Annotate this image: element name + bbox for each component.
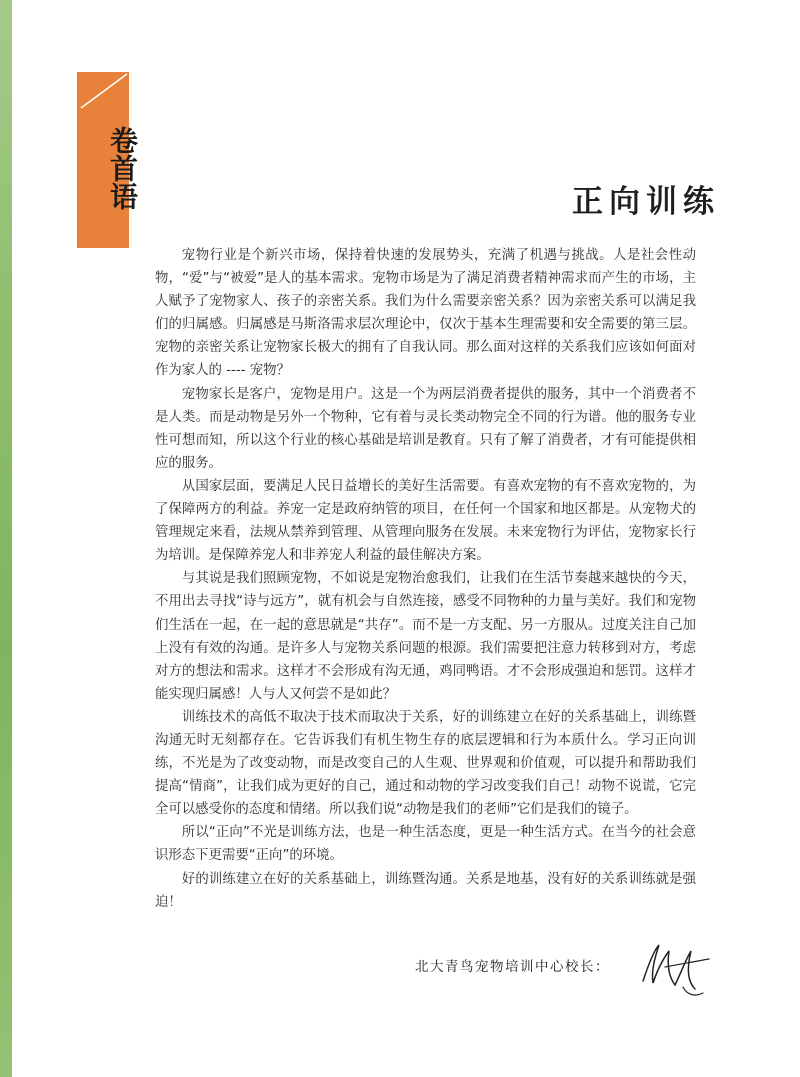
decorative-green-strip bbox=[0, 0, 12, 1077]
paragraph: 宠物家长是客户，宠物是用户。这是一个为两层消费者提供的服务，其中一个消费者不是人类。而是动物是另外一个物种，它有着与灵长类动物完全不同的行为谱。他的服务专业性可想而知，所以这个行业的核心基础是培训是教育。只有了解了消费者，才有可能提供相应的服务。 bbox=[155, 386, 696, 471]
paragraph: 所以“正向”不光是训练方法，也是一种生活态度，更是一种生活方式。在当今的社会意识形态下更需要“正向”的环境。 bbox=[155, 825, 696, 864]
paragraph: 宠物行业是个新兴市场，保持着快速的发展势头，充满了机遇与挑战。人是社会性动物，“爱”与“被爱”是人的基本需求。宠物市场是为了满足消费者精神需求而产生的市场，主人赋予了宠物家人、孩子的亲密关系。我们为什么需要亲密关系？因为亲密关系可以满足我们的归属感。归属感是马斯洛需求层次理论中，仅次于基本生理需要和安全需要的第三层。宠物的亲密关系让宠物家长极大的拥有了自我认同。那么面对这样的关系我们应该如何面对作为家人的 ---- 宠物？ bbox=[155, 248, 696, 379]
paragraph: 从国家层面，要满足人民日益增长的美好生活需要。有喜欢宠物的有不喜欢宠物的，为了保障两方的利益。养宠一定是政府纳管的项目，在任何一个国家和地区都是。从宠物犬的管理规定来看，法规从禁养到管理、从管理向服务在发展。未来宠物行为评估，宠物家长行为培训。是保障养宠人和非养宠人利益的最佳解决方案。 bbox=[155, 478, 696, 564]
paragraph: 好的训练建立在好的关系基础上，训练暨沟通。关系是地基，没有好的关系训练就是强迫！ bbox=[155, 871, 696, 910]
page-title: 正向训练 bbox=[572, 184, 720, 220]
paragraph: 训练技术的高低不取决于技术而取决于关系，好的训练建立在好的关系基础上，训练暨沟通无时无刻都存在。它告诉我们有机生物生存的底层逻辑和行为本质什么。学习正向训练，不光是为了改变动物，而是改变自己的人生观、世界观和价值观，可以提升和帮助我们提高“情商”，让我们成为更好的自己，通过和动物的学习改变我们自己！动物不说谎，它完全可以感受你的态度和情绪。所以我们说“动物是我们的老师”它们是我们的镜子。 bbox=[155, 709, 696, 818]
section-tab-label: 卷首语 bbox=[106, 126, 139, 210]
paragraph: 与其说是我们照顾宠物，不如说是宠物治愈我们，让我们在生活节奏越来越快的今天，不用出去寻找“诗与远方”，就有机会与自然连接，感受不同物种的力量与美好。我们和宠物们生活在一起，在一起的意思就是“共存”。而不是一方支配、另一方服从。过度关注自己加上没有有效的沟通。是许多人与宠物关系问题的根源。我们需要把注意力转移到对方，考虑对方的想法和需求。这样才不会形成有沟无通，鸡同鸭语。才不会形成强迫和惩罚。这样才能实现归属感！人与人又何尝不是如此？ bbox=[155, 571, 696, 702]
section-tab bbox=[77, 72, 139, 248]
article-body bbox=[155, 244, 696, 914]
tab-corner-diagonal bbox=[77, 72, 129, 112]
signature-label: 北大青鸟宠物培训中心校长： bbox=[415, 959, 610, 975]
handwritten-signature bbox=[625, 937, 715, 1003]
signature-block bbox=[415, 937, 715, 1007]
